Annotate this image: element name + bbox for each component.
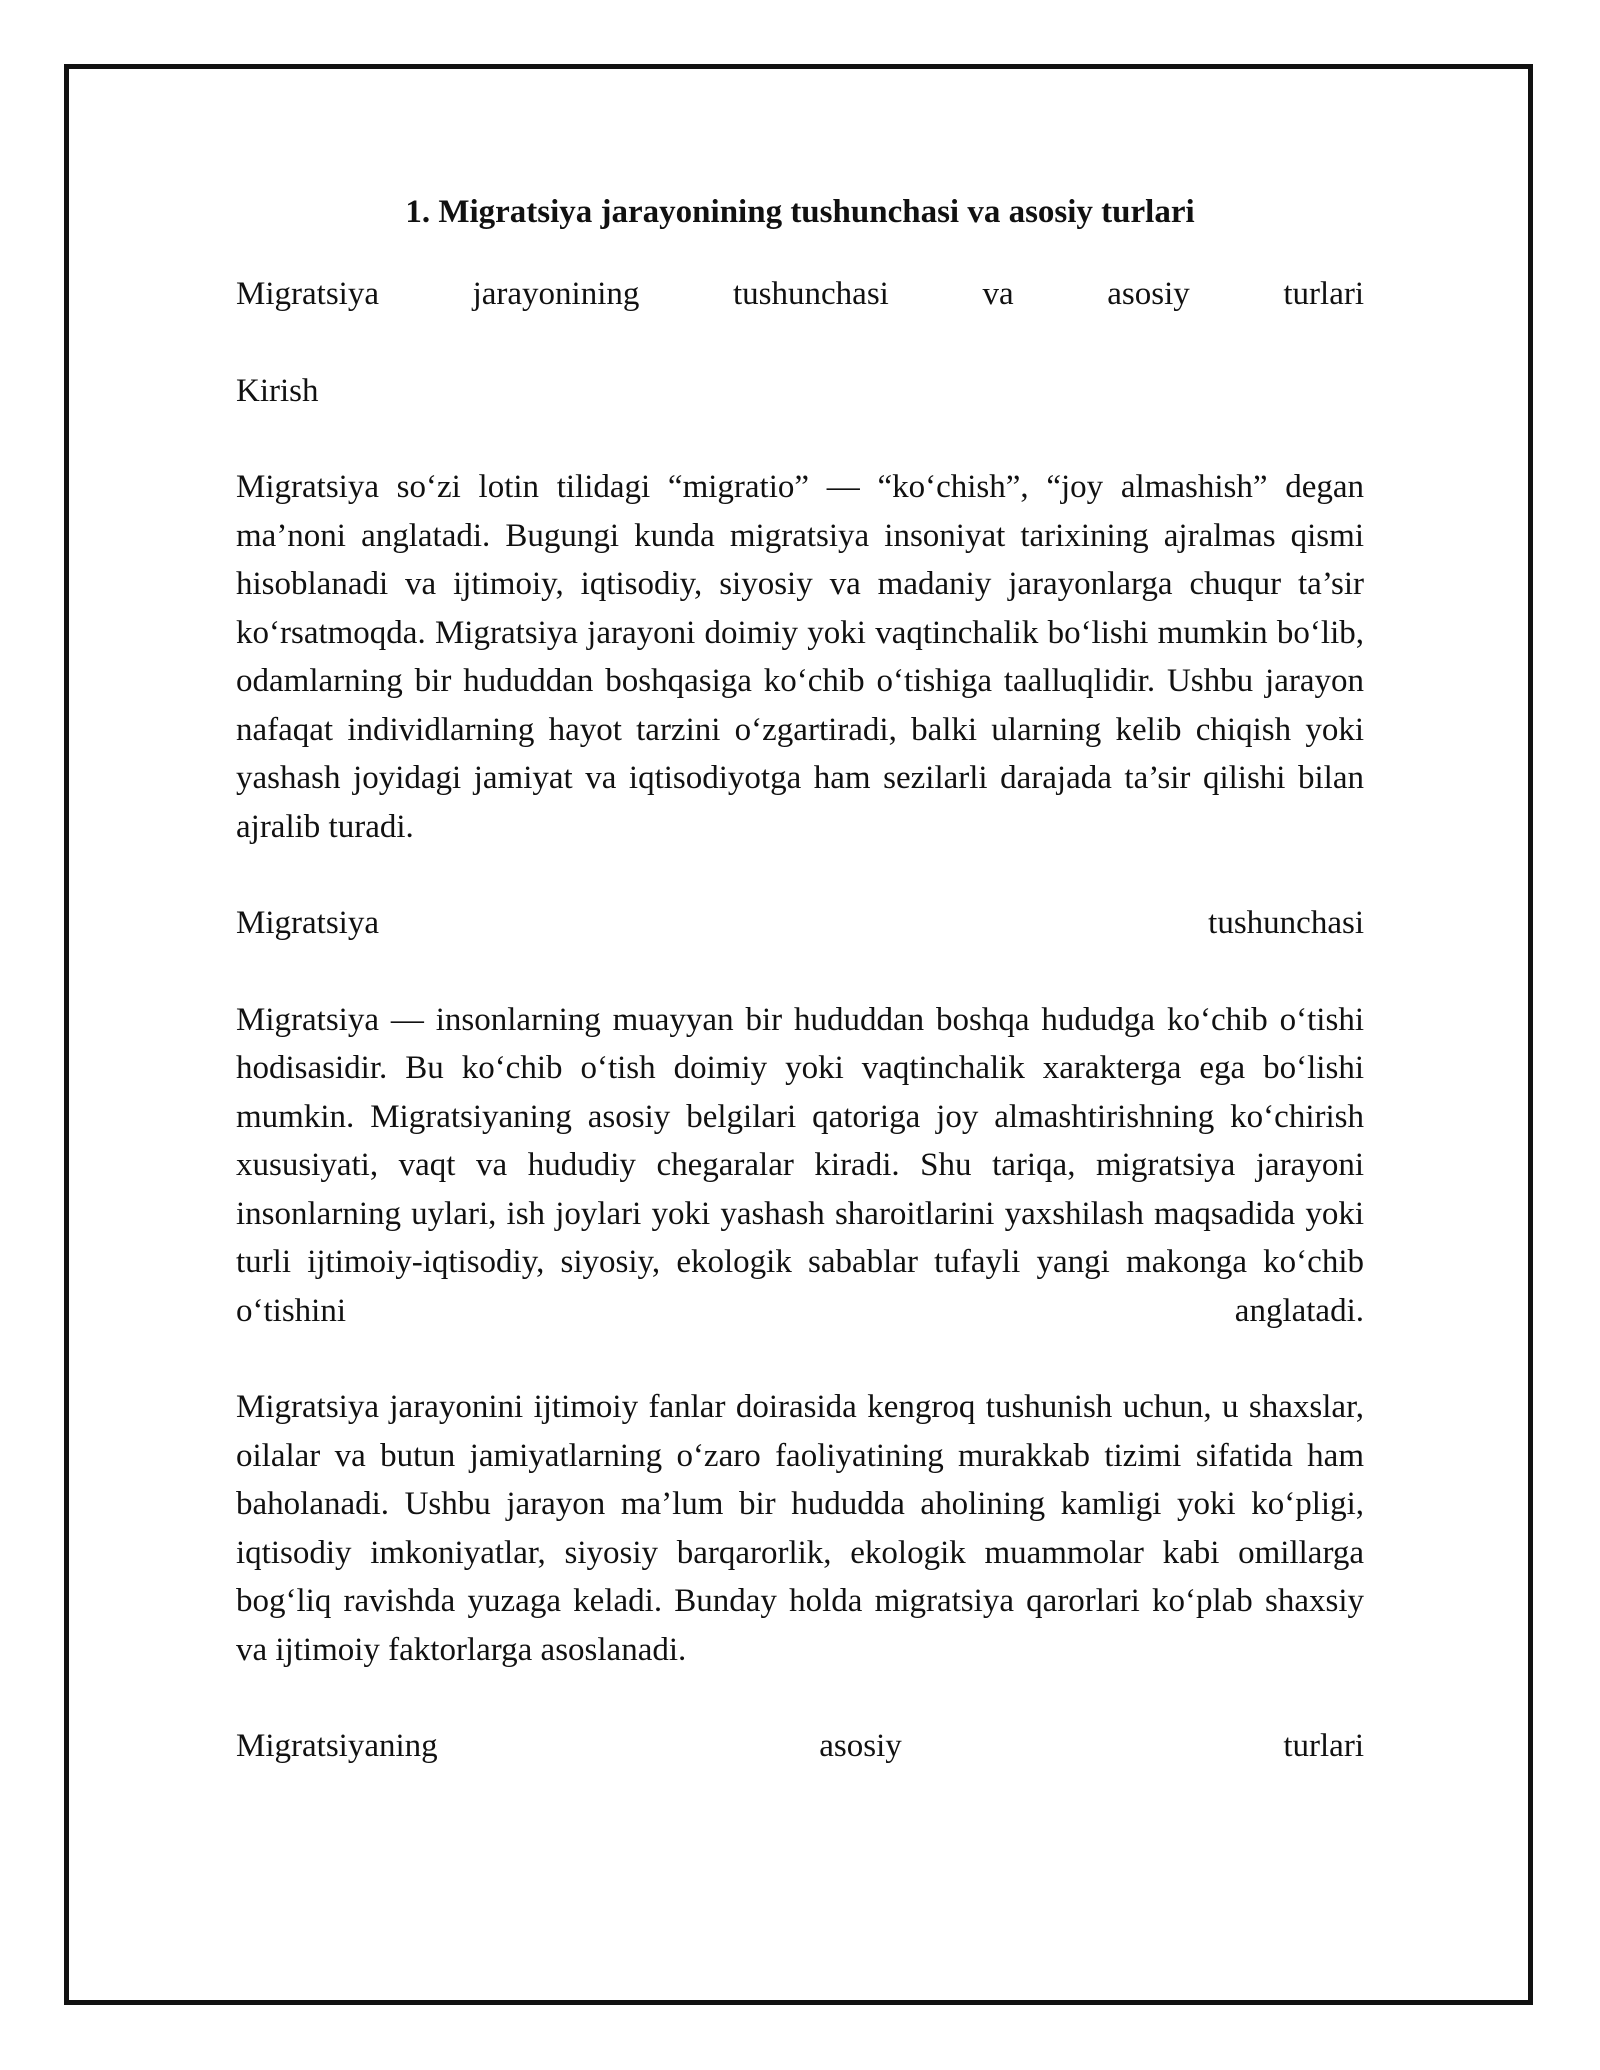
document-body: [236, 188, 1364, 1819]
types-heading: Migratsiyaning asosiy turlari: [236, 1728, 1364, 1764]
concept-heading: Migratsiya tushunchasi: [236, 905, 1364, 941]
social-paragraph: Migratsiya jarayonini ijtimoiy fanlar doirasida kengroq tushunish uchun, u shaxslar, oilalar va butun jamiyatlarning o‘zaro faoliyatining murakkab tizimi sifatida ham baholanadi. Ushbu jarayon ma’lum bir hududda aholining kamligi yoki ko‘pligi, iqtisodiy imkoniyatlar, siyosiy barqarorlik, ekologik muammolar kabi omillarga bog‘liq ravishda yuzaga keladi. Bunday holda migratsiya qarorlari ko‘plab shaxsiy va ijtimoiy faktorlarga asoslanadi.: [236, 1389, 1364, 1668]
section-subheading: Migratsiya jarayonining tushunchasi va asosiy turlari: [236, 276, 1364, 312]
intro-paragraph: Migratsiya so‘zi lotin tilidagi “migratio” — “ko‘chish”, “joy almashish” degan ma’noni anglatadi. Bugungi kunda migratsiya insoniyat tarixining ajralmas qismi hisoblanadi va ijtimoiy, iqtisodiy, siyosiy va madaniy jarayonlarga chuqur ta’sir ko‘rsatmoqda. Migratsiya jarayoni doimiy yoki vaqtinchalik bo‘lishi mumkin bo‘lib, odamlarning bir hududdan boshqasiga ko‘chib o‘tishiga taalluqlidir. Ushbu jarayon nafaqat individlarning hayot tarzini o‘zgartiradi, balki ularning kelib chiqish yoki yashash joyidagi jamiyat va iqtisodiyotga ham sezilarli darajada ta’sir qilishi bilan ajralib turadi.: [236, 469, 1364, 845]
concept-paragraph: Migratsiya — insonlarning muayyan bir hududdan boshqa hududga ko‘chib o‘tishi hodisasidir. Bu ko‘chib o‘tish doimiy yoki vaqtinchalik xarakterga ega bo‘lishi mumkin. Migratsiyaning asosiy belgilari qatoriga joy almashtirishning ko‘chirish xususiyati, vaqt va hududiy chegaralar kiradi. Shu tariqa, migratsiya jarayoni insonlarning uylari, ish joylari yoki yashash sharoitlarini yaxshilash maqsadida yoki turli ijtimoiy-iqtisodiy, siyosiy, ekologik sabablar tufayli yangi makonga ko‘chib o‘tishini anglatadi.: [236, 1001, 1364, 1329]
intro-heading: Kirish: [236, 372, 319, 409]
document-title: 1. Migratsiya jarayonining tushunchasi va asosiy turlari: [405, 194, 1195, 230]
